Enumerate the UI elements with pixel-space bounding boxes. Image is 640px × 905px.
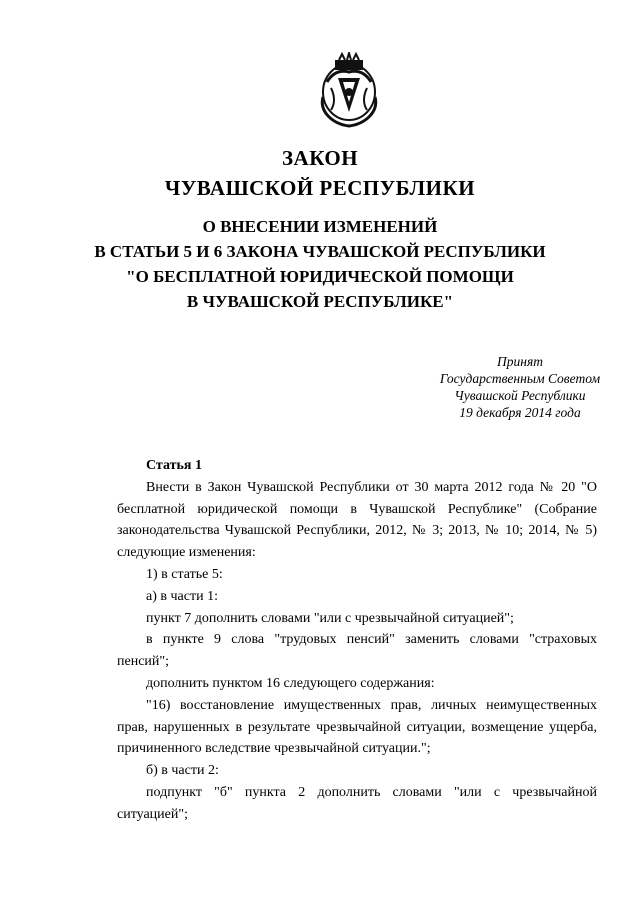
subject-line-4: В ЧУВАШСКОЙ РЕСПУБЛИКЕ" bbox=[186, 292, 454, 311]
paragraph: 1) в статье 5: bbox=[146, 566, 223, 582]
paragraph: Внести в Закон Чувашской Республики от 30 марта 2012 года № 20 "О бесплатной юридической помощи в Чувашской Республике" (Собрание законодательства Чувашской Республики, 2012, № 3; 2013, № 10; 2014, № 5) следующие изменения: bbox=[117, 479, 597, 561]
paragraph: "16) восстановление имущественных прав, личных неимущественных прав, нарушенных в результате чрезвычайной ситуации, возмещение ущерба, причиненного вследствие чрезвычайной ситуации."; bbox=[117, 697, 597, 757]
paragraph: б) в части 2: bbox=[146, 763, 219, 779]
paragraph: подпункт "б" пункта 2 дополнить словами "или с чрезвычайной ситуацией"; bbox=[117, 784, 597, 822]
adoption-line-2: Государственным Советом bbox=[439, 371, 601, 386]
article-body bbox=[117, 455, 597, 826]
subject-line-2: В СТАТЬИ 5 И 6 ЗАКОНА ЧУВАШСКОЙ РЕСПУБЛИКИ bbox=[94, 242, 546, 261]
adoption-line-1: Принят bbox=[497, 354, 543, 369]
subject-line-3: "О БЕСПЛАТНОЙ ЮРИДИЧЕСКОЙ ПОМОЩИ bbox=[126, 267, 514, 286]
adoption-note bbox=[400, 353, 640, 421]
article-heading: Статья 1 bbox=[146, 458, 202, 473]
law-title: ЗАКОН bbox=[281, 146, 359, 170]
adoption-line-3: Чувашской Республики bbox=[454, 388, 586, 403]
paragraph: в пункте 9 слова "трудовых пенсий" заменить словами "страховых пенсий"; bbox=[117, 632, 597, 670]
paragraph: пункт 7 дополнить словами "или с чрезвычайной ситуацией"; bbox=[146, 610, 514, 626]
chuvashia-emblem bbox=[313, 52, 385, 128]
paragraph: а) в части 1: bbox=[146, 588, 218, 604]
adoption-date: 19 декабря 2014 года bbox=[459, 405, 581, 420]
republic-title: ЧУВАШСКОЙ РЕСПУБЛИКИ bbox=[164, 176, 476, 200]
subject-line-1: О ВНЕСЕНИИ ИЗМЕНЕНИЙ bbox=[202, 217, 438, 236]
paragraph: дополнить пунктом 16 следующего содержания: bbox=[146, 675, 435, 691]
